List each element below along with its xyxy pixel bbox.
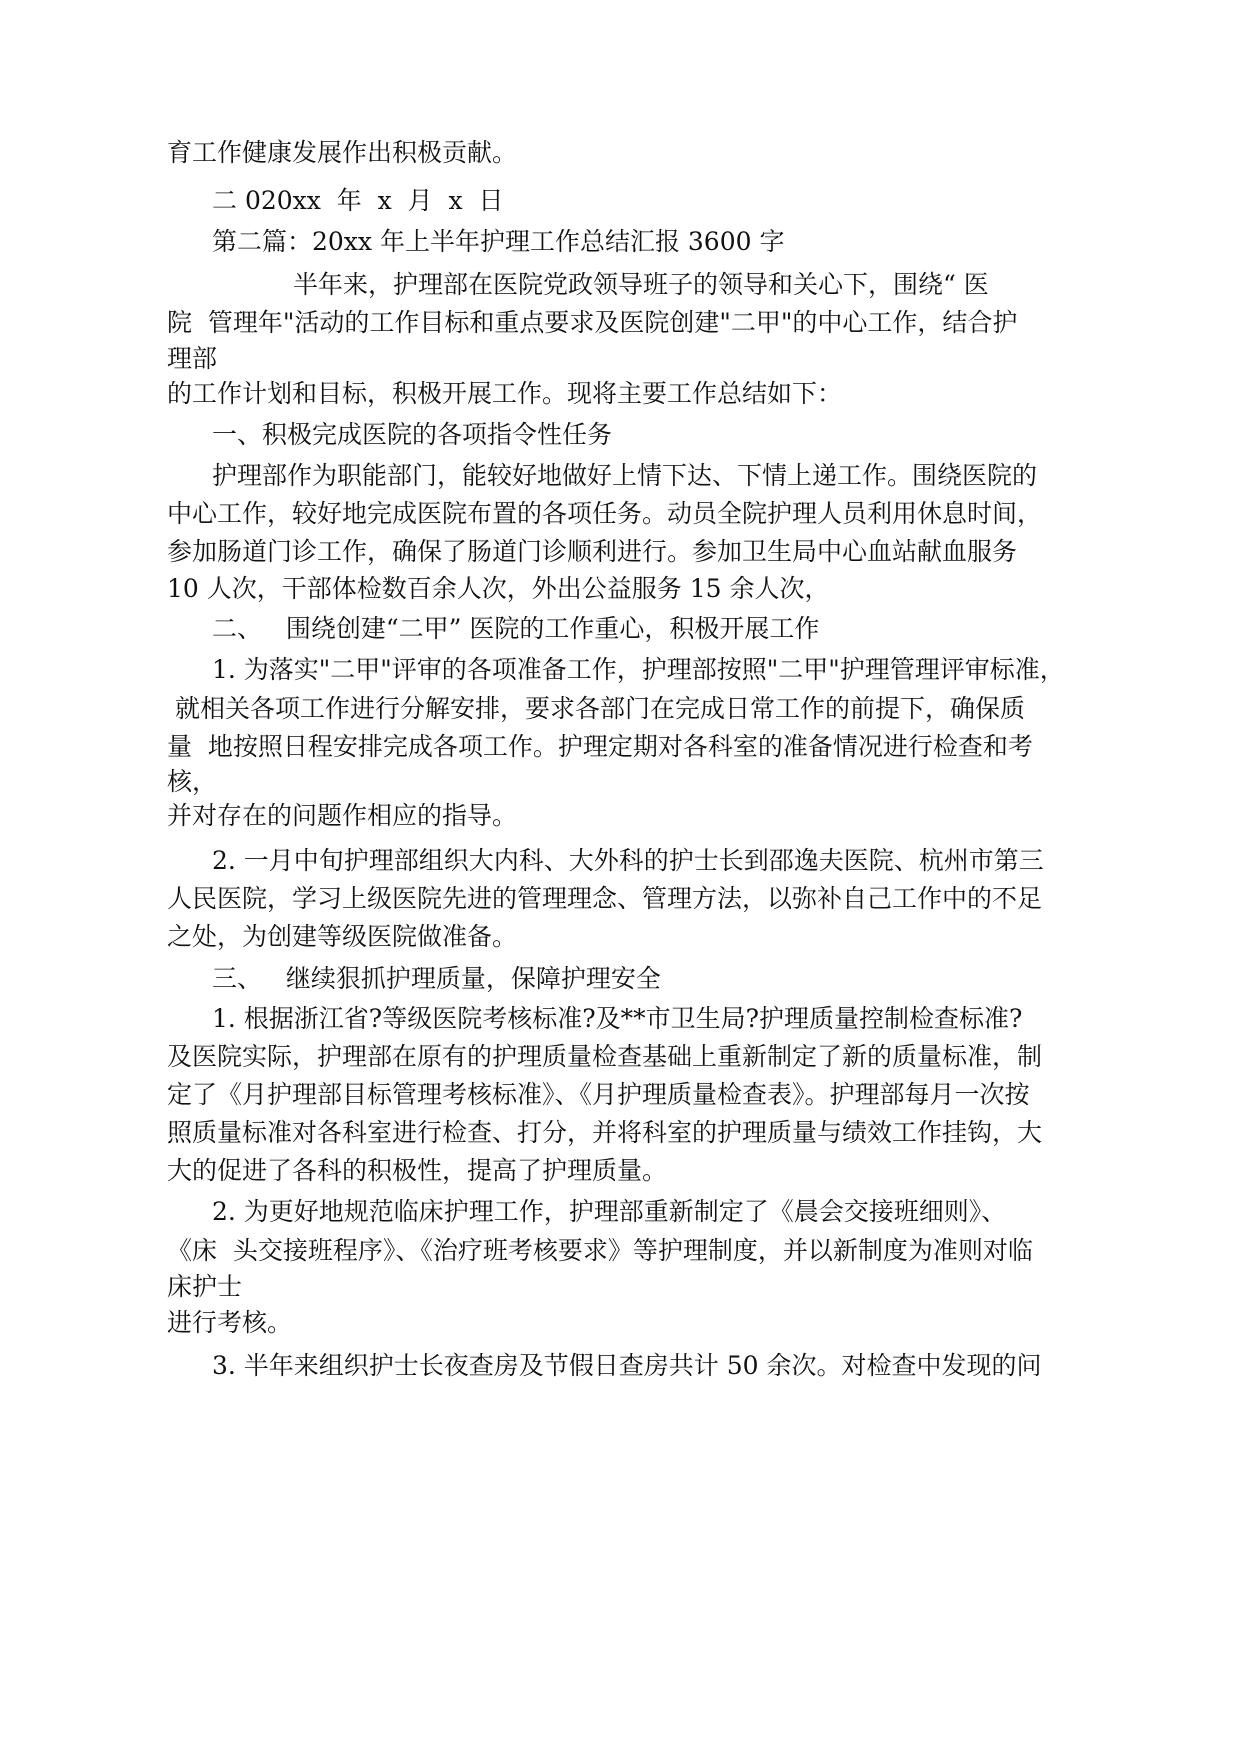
text-line: 参加肠道门诊工作，确保了肠道门诊顺利进行。参加卫生局中心血站献血服务 — [167, 537, 1018, 566]
text-line: 2. 为更好地规范临床护理工作，护理部重新制定了《晨会交接班细则》、 — [212, 1197, 1007, 1226]
text-line: 1. 根据浙江省?等级医院考核标准?及**市卫生局?护理质量控制检查标准? — [212, 1004, 1023, 1033]
text-line: 定了《月护理部目标管理考核标准》、《月护理质量检查表》。护理部每月一次按 — [167, 1080, 1030, 1109]
text-line: 2. 一月中旬护理部组织大内科、大外科的护士长到邵逸夫医院、杭州市第三 — [212, 846, 1044, 875]
text-line: 《床 头交接班程序》、《治疗班考核要求》等护理制度，并以新制度为准则对临 — [167, 1236, 1033, 1265]
text-line: 3. 半年来组织护士长夜查房及节假日查房共计 50 余次。对检查中发现的问 — [212, 1351, 1042, 1380]
text-line-continuation: 育工作健康发展作出积极贡献。 — [167, 138, 518, 167]
text-line: 就相关各项工作进行分解安排，要求各部门在完成日常工作的前提下，确保质 — [167, 694, 1025, 723]
section-title-second-article: 第二篇：20xx 年上半年护理工作总结汇报 3600 字 — [212, 227, 785, 256]
text-line: 之处，为创建等级医院做准备。 — [167, 922, 518, 951]
text-line: 理部 — [167, 344, 218, 373]
text-line: 院 管理年"活动的工作目标和重点要求及医院创建"二甲"的中心工作，结合护 — [167, 308, 1018, 337]
text-line: 照质量标准对各科室进行检查、打分，并将科室的护理质量与绩效工作挂钩，大 — [167, 1118, 1043, 1147]
text-line: 人民医院，学习上级医院先进的管理理念、管理方法，以弥补自己工作中的不足 — [167, 884, 1043, 913]
text-line: 进行考核。 — [167, 1308, 293, 1337]
text-line: 10 人次，干部体检数百余人次，外出公益服务 15 余人次， — [167, 574, 830, 603]
text-line: 并对存在的问题作相应的指导。 — [167, 801, 518, 830]
section-heading-1: 一、积极完成医院的各项指令性任务 — [212, 420, 613, 449]
text-line: 中心工作，较好地完成医院布置的各项任务。动员全院护理人员利用休息时间， — [167, 499, 1043, 528]
section-heading-3: 三、 继续狠抓护理质量，保障护理安全 — [212, 964, 661, 993]
text-line: 1. 为落实"二甲"评审的各项准备工作，护理部按照"二甲"护理管理评审标准， — [212, 655, 1065, 684]
text-line: 的工作计划和目标，积极开展工作。现将主要工作总结如下： — [167, 379, 843, 408]
section-heading-2: 二、 围绕创建“二甲” 医院的工作重心，积极开展工作 — [212, 614, 820, 643]
text-line: 核， — [167, 767, 218, 796]
text-line: 床护士 — [167, 1272, 243, 1301]
text-line: 及医院实际，护理部在原有的护理质量检查基础上重新制定了新的质量标准，制 — [167, 1042, 1043, 1071]
text-line: 半年来，护理部在医院党政领导班子的领导和关心下，围绕“ 医 — [293, 270, 989, 299]
text-line: 量 地按照日程安排完成各项工作。护理定期对各科室的准备情况进行检查和考 — [167, 732, 1033, 761]
date-line: 二 020xx 年 x 月 x 日 — [212, 186, 504, 215]
text-line: 护理部作为职能部门，能较好地做好上情下达、下情上递工作。围绕医院的 — [212, 461, 1038, 490]
text-line: 大的促进了各科的积极性，提高了护理质量。 — [167, 1156, 668, 1185]
